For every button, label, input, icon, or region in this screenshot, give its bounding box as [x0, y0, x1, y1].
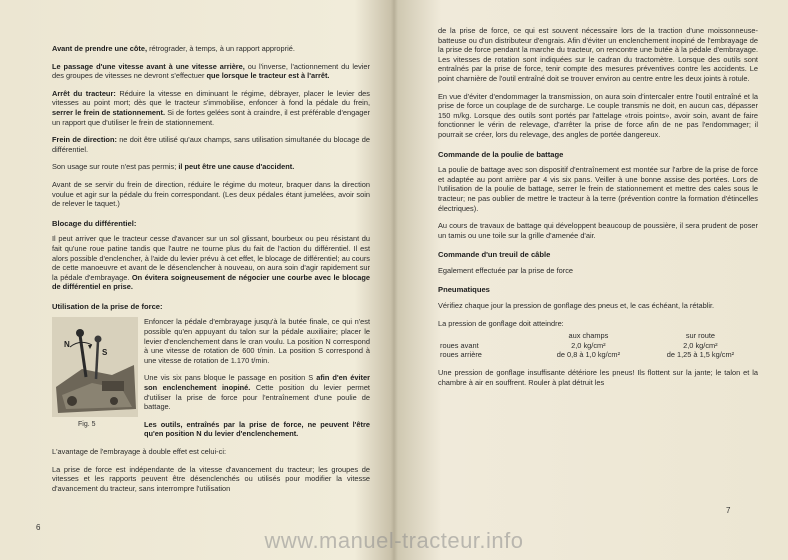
paragraph-poulie: La poulie de battage avec son dispositif d'entraînement est montée sur l'arbre de la prise de force et adaptée au pont arrière par 4 vis six pans. Veiller à une bonne assise des portées. Lors de l'utilisation de la poulie de battage, serrer le frein de stationnement et mettre des cales sous le tracteur; ne pas oublier de mettre le tracteur à la terre (prévention contre la formation d'étincelles électriques). — [438, 165, 758, 213]
paragraph-avantage: L'avantage de l'embrayage à double effet est celui-ci: — [52, 447, 227, 456]
paragraph-pression: La pression de gonflage doit atteindre: — [438, 318, 564, 328]
paragraph-arret — [52, 89, 370, 127]
table-header-row — [438, 331, 758, 341]
text: ou l'inverse, l'actionnement du levier des groupes de vitesses ne devront s'effectuer — [52, 61, 370, 81]
lever-illustration — [52, 317, 138, 417]
site-watermark: www.manuel-tracteur.info — [264, 528, 524, 553]
table-row — [438, 341, 758, 351]
paragraph-poussiere: Au cours de travaux de battage qui développent beaucoup de poussière, il sera prudent de poser un tamis ou une toile sur la grille d'amenée d'air. — [438, 221, 758, 240]
right-text-column — [438, 26, 758, 395]
paragraph-frein-direction — [52, 135, 370, 154]
page-number-right: 7 — [726, 506, 731, 515]
paragraph-blocage — [52, 234, 370, 292]
table-cell-label: roues avant — [440, 340, 479, 350]
text: Son usage sur route n'est pas permis; — [52, 162, 179, 172]
figure-text-wrap — [52, 317, 370, 447]
fig-label-s: S — [102, 348, 108, 358]
table-row — [438, 350, 758, 360]
table-cell-route: de 1,25 à 1,5 kg/cm² — [666, 350, 735, 360]
paragraph-independante: La prise de force est indépendante de la vitesse d'avancement du tracteur; les groupes de vitesses et les rapports peuvent être désenclenchés ou utilisés pour modifier la vitesse d'avancement du tracteur, sans interrompre l'utilisation — [52, 464, 370, 493]
paragraph-cote — [52, 44, 370, 54]
paragraph-verifiez: Vérifiez chaque jour la pression de gonflage des pneus et, le cas échéant, la rétablir. — [438, 301, 715, 311]
table-header-route: sur route — [685, 331, 715, 341]
bold-text: Frein de direction: — [52, 135, 117, 145]
paragraph-avant-frein: Avant de se servir du frein de direction, réduire le régime du moteur, braquer dans la direction voulue et agir sur la pédale du frein correspondant. (Les deux pédales étant jumelées, avoir soin de relever le taquet.) — [52, 179, 370, 209]
bold-text: il peut être une cause d'accident. — [178, 162, 295, 172]
table-cell-label: roues arrière — [440, 350, 482, 360]
figure-5 — [52, 317, 138, 429]
pressure-table — [438, 331, 758, 360]
paragraph-pression-insuffisante: Une pression de gonflage insuffisante détériore les pneus! Ils flottent sur la jante; le talon et la chambre à air en souffrent. Rouler à plat détruit les — [438, 368, 758, 387]
bold-text: Le passage d'une vitesse avant à une vitesse arrière, — [52, 61, 245, 71]
text: Une vis six pans bloque le passage en position S — [144, 373, 317, 383]
heading-pneumatiques: Pneumatiques — [438, 285, 490, 295]
table-cell-champs: 2,0 kg/cm² — [571, 340, 606, 350]
bold-text: On évitera soigneusement de négocier une courbe avec le blocage de différentiel en prise. — [52, 272, 370, 292]
heading-blocage: Blocage du différentiel: — [52, 218, 137, 228]
heading-poulie: Commande de la poulie de battage — [438, 149, 564, 159]
bold-text: Les outils, entraînés par la prise de force, ne peuvent l'être qu'en position N du levier d'enclenchement. — [144, 419, 370, 439]
bold-text: afin d'en éviter son enclenchement inopiné. — [144, 373, 370, 393]
paragraph-passage — [52, 62, 370, 81]
text: Si de fortes gelées sont à craindre, il est préférable d'engager un rapport que d'utiliser le frein de stationnement. — [52, 107, 370, 127]
paragraph-prise-suite: de la prise de force, ce qui est souvent nécessaire lors de la traction d'une moissonneuse-batteuse ou d'un distributeur d'engrais. Afin d'éviter un enclenchement inopiné de l'embrayage de la prise de force pendant la marche du tracteur, on rencontre une butée à la pédale d'embrayage. Les vitesses de rotation sont indiquées sur le cadran du tractomètre. Lorsque des outils sont entraînés par la prise de force, tenir compte des mesures préventives contre les accidents. Le point charnière de l'outil entraîné doit se trouver environ au centre entre les deux joints à rotule. — [438, 26, 758, 83]
paragraph-usage-route — [52, 162, 370, 172]
text: ne doit être utilisé qu'aux champs, sans utilisation simultanée du blocage de différentiel. — [52, 135, 370, 154]
figure-caption: Fig. 5 — [78, 420, 96, 428]
bold-text: serrer le frein de stationnement. — [52, 107, 166, 117]
paragraph-transmission: En vue d'éviter d'endommager la transmission, on aura soin d'intercaler entre l'outil entraîné et la prise de force un couplage de de surcharge. Le couple transmis ne doit, en aucun cas, dépasser 150 m/kg. Lorsque des outils sont portés par l'attelage «trois points», avoir soin, avant de faire fonctionner le vérin de relevage, d'arrêter la prise de force afin de ne pas l'endommager; il pourrait se créer, lors du relevage, des angles de portée dangereux. — [438, 91, 758, 139]
table-header-empty — [438, 331, 534, 341]
paragraph-treuil: Egalement effectuée par la prise de force — [438, 265, 574, 275]
text: Cette position du levier permet d'utiliser la prise de force pour l'entraînement d'une poulie de battage. — [144, 383, 370, 412]
heading-prise-de-force: Utilisation de la prise de force: — [52, 301, 163, 311]
table-header-champs: aux champs — [568, 331, 609, 341]
text: Il peut arriver que le tracteur cesse d'avancer sur un sol glissant, bourbeux ou peu résistant du fait qu'une roue patine tandis que l'autre ne tourne plus du fait de l'action du différentiel. Il est alors possible d'enclencher, à l'aide du levier prévu à cet effet, le blocage de différentiel; au cours de cette manoeuvre et avant de le désenclencher à nouveau, on aura soin d'agir rapidement sur la pédale d'embrayage. — [52, 234, 370, 282]
left-text-column — [52, 44, 370, 501]
bold-text: Avant de prendre une côte, — [52, 44, 148, 53]
fig-label-n: N — [64, 340, 70, 350]
heading-treuil: Commande d'un treuil de câble — [438, 250, 551, 260]
bold-text: que lorsque le tracteur est à l'arrêt. — [206, 71, 330, 81]
paragraph-enfoncer: Enfoncer la pédale d'embrayage jusqu'à la butée finale, ce qui n'est possible qu'en appuyant du talon sur la pédale auxiliaire; placer le levier d'enclenchement dans le cran voulu. La position N correspond à une vitesse de rotation de 600 t/min. La position S correspond à une vitesse de rotation de 1.170 t/min. — [144, 317, 370, 365]
page-number-left: 6 — [36, 523, 41, 532]
bold-text: Arrêt du tracteur: — [52, 88, 116, 98]
table-cell-route: 2,0 kg/cm² — [683, 340, 718, 350]
text: rétrograder, à temps, à un rapport approprié. — [147, 44, 295, 53]
table-cell-champs: de 0,8 à 1,0 kg/cm² — [556, 350, 621, 360]
right-page — [394, 0, 788, 560]
text: Réduire la vitesse en diminuant le régime, débrayer, placer le levier des vitesses au point mort; dès que le tracteur s'immobilise, enfoncer à fond la pédale du frein, — [52, 88, 370, 108]
